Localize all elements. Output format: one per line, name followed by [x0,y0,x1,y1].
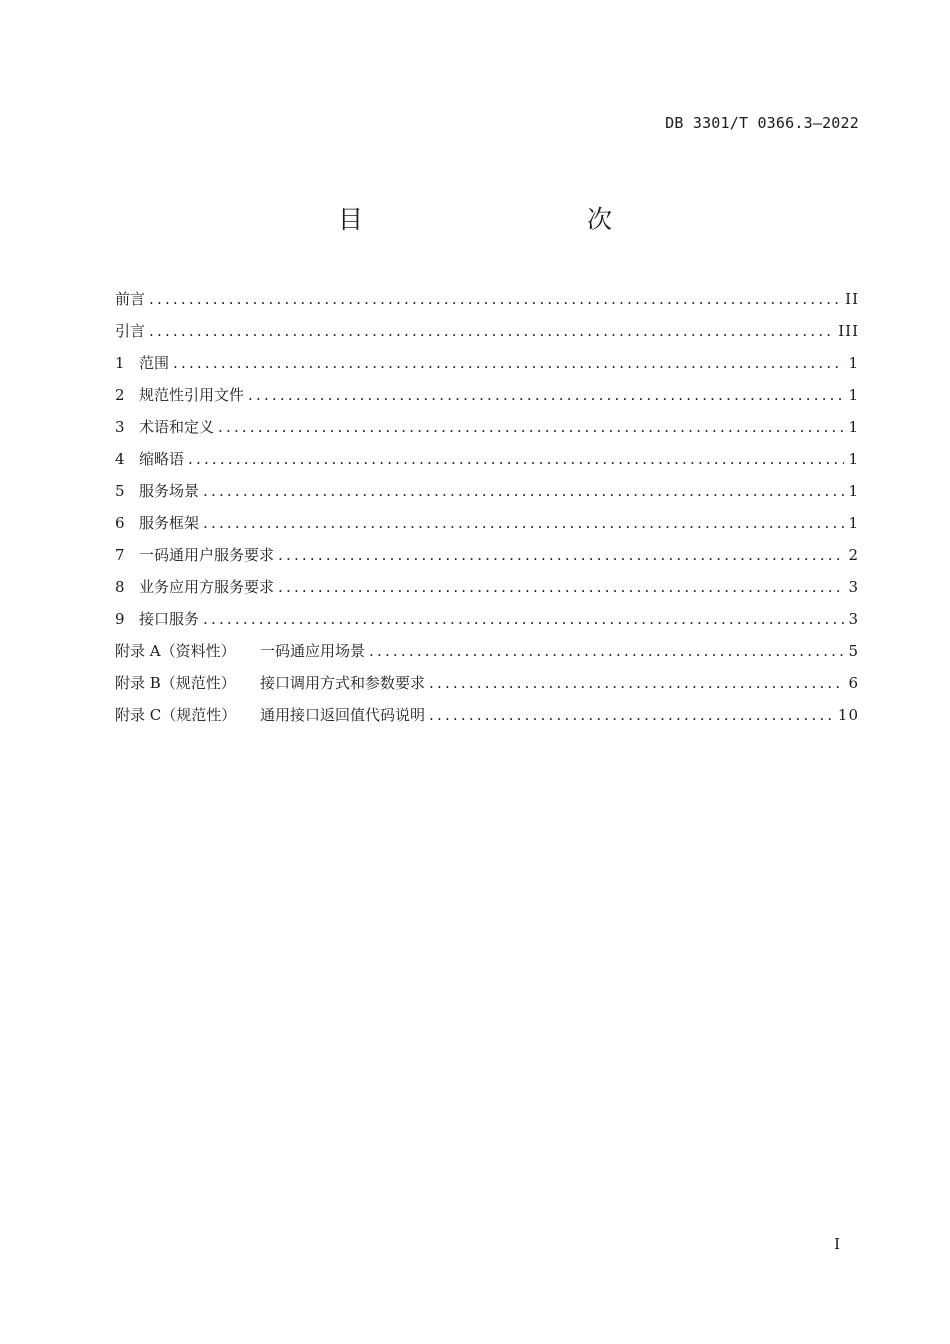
toc-entry-number: 2 [115,386,125,404]
toc-entry-interface-services[interactable] [115,603,859,635]
toc-entry-number: 9 [115,610,125,628]
toc-entry-service-framework[interactable] [115,507,859,539]
dot-leader [429,667,844,699]
dot-leader [369,635,844,667]
toc-entry-label: 一码通用户服务要求 [139,546,275,564]
toc-annex-designation: 附录 C（规范性） [115,706,237,724]
toc-entry-label: 术语和定义 [139,418,215,436]
toc-entry-label: 服务场景 [139,482,200,500]
table-of-contents [115,283,859,731]
toc-entry-page: 1 [848,354,859,372]
toc-entry-page: 1 [848,514,859,532]
toc-entry-page: 1 [848,450,859,468]
toc-entry-application-service-requirements[interactable] [115,571,859,603]
dot-leader [188,443,844,475]
toc-entry-page: II [845,290,859,308]
document-code: DB 3301/T 0366.3—2022 [665,114,859,132]
toc-entry-user-service-requirements[interactable] [115,539,859,571]
toc-entry-label: 缩略语 [139,450,185,468]
toc-entry-introduction[interactable] [115,315,859,347]
toc-entry-page: 1 [848,482,859,500]
toc-title: 目 次 [337,205,670,234]
toc-entry-normative-references[interactable] [115,379,859,411]
dot-leader [218,411,844,443]
toc-entry-page: 5 [848,642,859,660]
toc-entry-annex-b[interactable] [115,667,859,699]
toc-entry-foreword[interactable] [115,283,859,315]
toc-annex-designation: 附录 A（资料性） [115,642,236,660]
page-number: I [834,1235,840,1253]
toc-entry-label: 一码通应用场景 [260,642,366,660]
toc-entry-page: 3 [848,610,859,628]
dot-leader [203,603,844,635]
toc-entry-label: 前言 [115,290,146,308]
toc-entry-page: 1 [848,386,859,404]
toc-annex-designation: 附录 B（规范性） [115,674,236,692]
dot-leader [278,571,844,603]
toc-entry-service-scenarios[interactable] [115,475,859,507]
toc-entry-page: 6 [848,674,859,692]
dot-leader [149,283,841,315]
dot-leader [203,507,844,539]
toc-entry-label: 范围 [139,354,170,372]
dot-leader [203,475,844,507]
toc-entry-label: 接口服务 [139,610,200,628]
toc-entry-scope[interactable] [115,347,859,379]
toc-entry-label: 引言 [115,322,146,340]
toc-entry-page: 10 [837,706,859,724]
toc-entry-annex-c[interactable] [115,699,859,731]
toc-entry-page: 1 [848,418,859,436]
toc-entry-label: 规范性引用文件 [139,386,245,404]
toc-entry-page: III [838,322,859,340]
dot-leader [278,539,844,571]
dot-leader [173,347,844,379]
toc-entry-terms-definitions[interactable] [115,411,859,443]
toc-entry-page: 3 [848,578,859,596]
toc-entry-label: 接口调用方式和参数要求 [260,674,426,692]
toc-entry-number: 3 [115,418,125,436]
toc-entry-label: 通用接口返回值代码说明 [260,706,426,724]
dot-leader [429,699,834,731]
toc-entry-number: 8 [115,578,125,596]
toc-entry-label: 业务应用方服务要求 [139,578,275,596]
toc-entry-label: 服务框架 [139,514,200,532]
toc-entry-number: 7 [115,546,125,564]
toc-entry-annex-a[interactable] [115,635,859,667]
toc-entry-number: 5 [115,482,125,500]
toc-entry-page: 2 [848,546,859,564]
toc-entry-abbreviations[interactable] [115,443,859,475]
toc-entry-number: 1 [115,354,125,372]
dot-leader [248,379,844,411]
toc-entry-number: 6 [115,514,125,532]
toc-entry-number: 4 [115,450,125,468]
dot-leader [149,315,834,347]
